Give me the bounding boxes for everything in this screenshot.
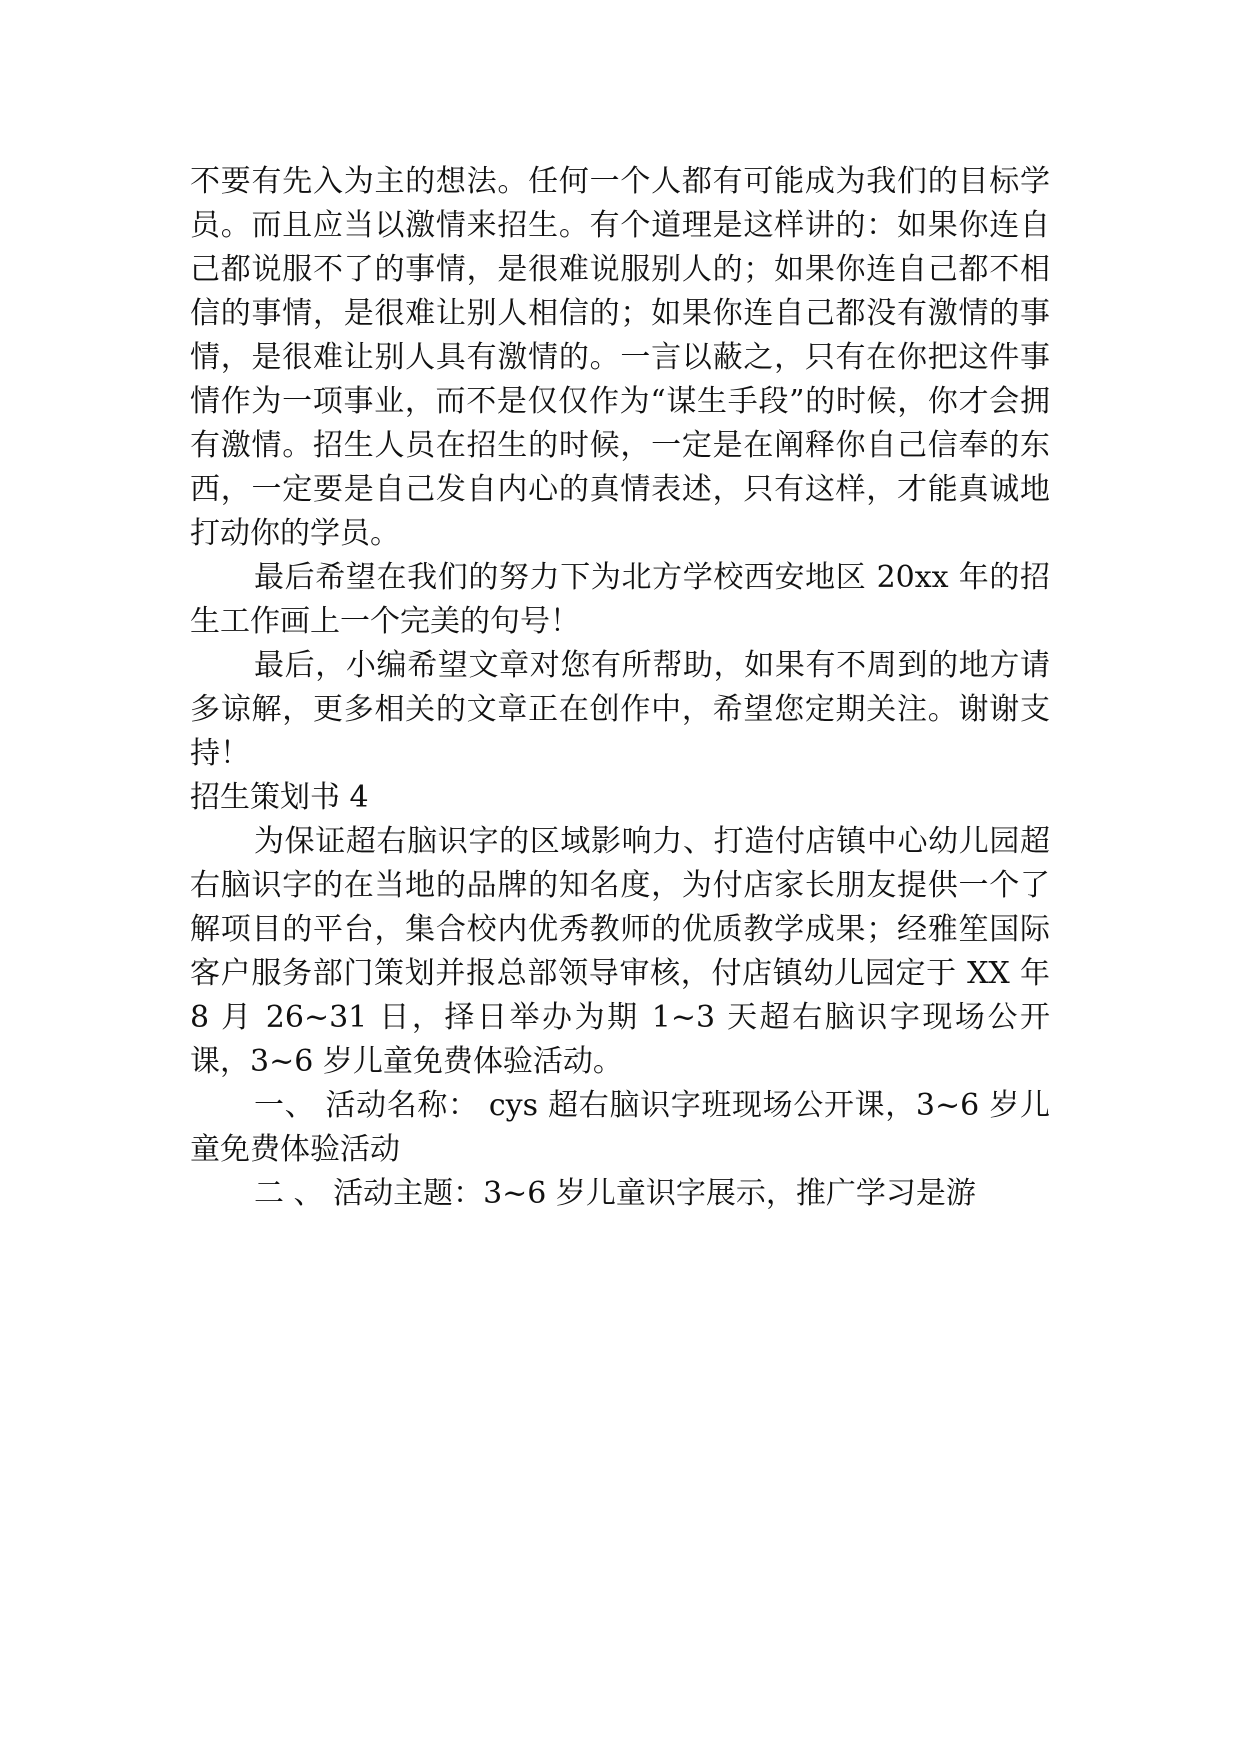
paragraph-hope: 最后希望在我们的努力下为北方学校西安地区 20xx 年的招生工作画上一个完美的句号！ bbox=[190, 560, 1050, 639]
section-title: 招生策划书 4 bbox=[190, 780, 369, 815]
paragraph-editor-note: 最后，小编希望文章对您有所帮助，如果有不周到的地方请多谅解，更多相关的文章正在创作中，希望您定期关注。谢谢支持！ bbox=[190, 648, 1050, 771]
document-body bbox=[190, 160, 1050, 1216]
paragraph-enthusiasm: 不要有先入为主的想法。任何一个人都有可能成为我们的目标学员。而且应当以激情来招生。有个道理是这样讲的：如果你连自己都说服不了的事情，是很难说服别人的；如果你连自己都不相信的事情，是很难让别人相信的；如果你连自己都没有激情的事情，是很难让别人具有激情的。一言以蔽之，只有在你把这件事情作为一项事业，而不是仅仅作为“谋生手段”的时候，你才会拥有激情。招生人员在招生的时候，一定是在阐释你自己信奉的东西，一定要是自己发自内心的真情表述，只有这样，才能真诚地打动你的学员。 bbox=[190, 164, 1050, 551]
paragraph-activity-name: 一、 活动名称： cys 超右脑识字班现场公开课，3~6 岁儿童免费体验活动 bbox=[190, 1088, 1050, 1167]
paragraph-purpose: 为保证超右脑识字的区域影响力、打造付店镇中心幼儿园超右脑识字的在当地的品牌的知名度，为付店家长朋友提供一个了解项目的平台，集合校内优秀教师的优质教学成果；经雅笙国际客户服务部门策划并报总部领导审核，付店镇幼儿园定于 XX 年 8 月 26~31 日，择日举办为期 1~3 天超右脑识字现场公开课，3~6 岁儿童免费体验活动。 bbox=[190, 824, 1050, 1079]
paragraph-activity-theme: 二 、 活动主题：3~6 岁儿童识字展示，推广学习是游 bbox=[254, 1176, 976, 1211]
